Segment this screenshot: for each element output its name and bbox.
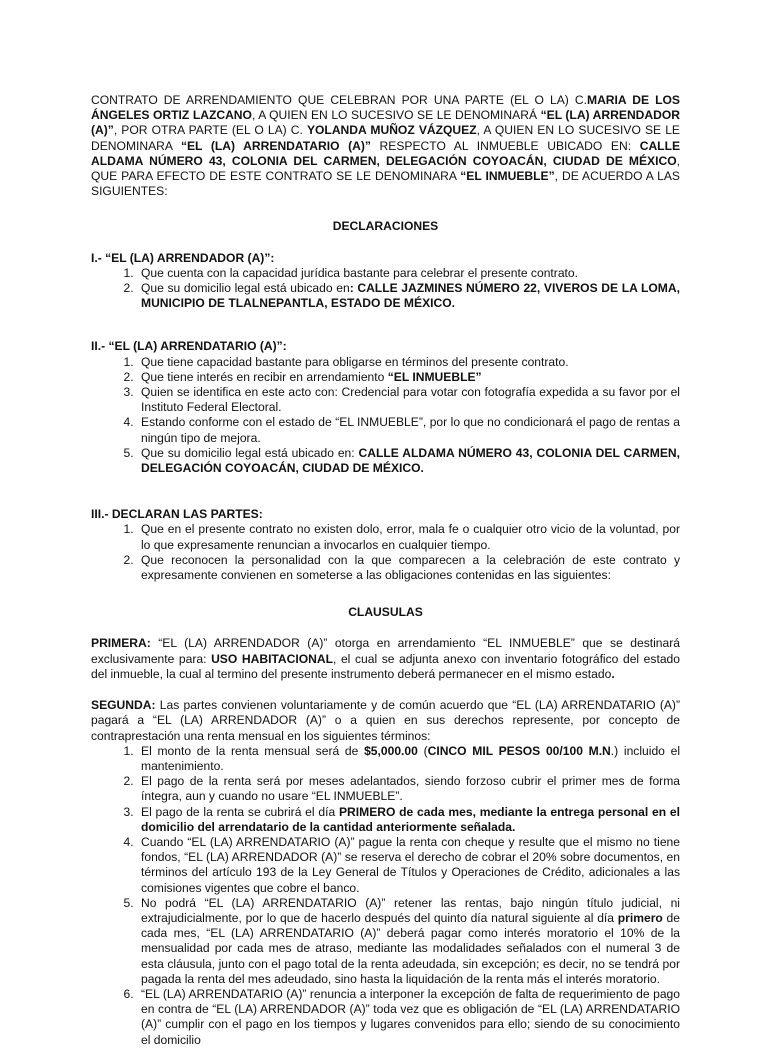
- landlord-term: “EL (LA) ARRENDADOR (A)”: [91, 108, 681, 138]
- list-item: 2. El pago de la renta será por meses adelantados, siendo forzoso cubrir el primer mes de forma íntegra, aun y cuando no usare “EL INMUEBLE”.: [137, 774, 680, 804]
- property-term: “EL INMUEBLE”: [460, 169, 555, 184]
- list-item: 6. “EL (LA) ARRENDATARIO (A)” renuncia a interponer la excepción de falta de requerimiento de pago en contra de “EL (LA) ARRENDADOR (A)” toda vez que es obligación de “EL (LA) ARRENDATARIO (A)” cumplir con el pago en los tiempos y lugares convenidos para ello; siendo de su conocimiento el domicilio: [137, 987, 680, 1048]
- clausulas-heading: CLAUSULAS: [348, 605, 423, 620]
- list-item: 5. No podrá “EL (LA) ARRENDATARIO (A)” retener las rentas, bajo ningún título judicial, ni extrajudicialmente, por lo que de hacerlo después del quinto día natural siguiente al día primero de cada mes, “EL (LA) ARRENDATARIO (A)” deberá pagar como interés moratorio el 10% de la mensualidad por cada mes de atraso, mediante las modalidades señalados con el numeral 3 de esta cláusula, junto con el pago total de la renta adeudada, sin excepción; es decir, no se tendrá por pagada la renta del mes adeudado, sino hasta la liquidación de la renta más el interés moratorio.: [137, 896, 680, 987]
- section-2-title: II.- “EL (LA) ARRENDATARIO (A)”:: [91, 339, 287, 354]
- list-item: 5. Que su domicilio legal está ubicado en: CALLE ALDAMA NÚMERO 43, COLONIA DEL CARMEN, DELEGACIÓN COYOACÁN, CIUDAD DE MÉXICO.: [137, 446, 680, 476]
- list-item: 2. Que reconocen la personalidad con la que comparecen a la celebración de este contrato y expresamente convienen en someterse a las obligaciones contenidas en las siguientes:: [137, 553, 680, 583]
- list-item: 3. Quien se identifica en este acto con: Credencial para votar con fotografía expedida a su favor por el Instituto Federal Electoral.: [137, 385, 680, 415]
- clausula-segunda: SEGUNDA: Las partes convienen voluntariamente y de común acuerdo que “EL (LA) ARRENDATARIO (A)” pagará a “EL (LA) ARRENDADOR (A)” o a quien en sus derechos represente, por concepto de contraprestación una renta mensual en los siguientes términos:: [91, 698, 680, 743]
- clausula-segunda-list: [91, 744, 680, 1048]
- intro-paragraph: CONTRATO DE ARRENDAMIENTO QUE CELEBRAN POR UNA PARTE (EL O LA) C.MARIA DE LOS ÁNGELES ORTIZ LAZCANO, A QUIEN EN LO SUCESIVO SE LE DENOMINARÁ “EL (LA) ARRENDADOR (A)”, POR OTRA PARTE (EL O LA) C. YOLANDA MUÑOZ VÁZQUEZ, A QUIEN EN LO SUCESIVO SE LE DENOMINARA “EL (LA) ARRENDATARIO (A)” RESPECTO AL INMUEBLE UBICADO EN: CALLE ALDAMA NÚMERO 43, COLONIA DEL CARMEN, DELEGACIÓN COYOACÁN, CIUDAD DE MÉXICO, QUE PARA EFECTO DE ESTE CONTRATO SE LE DENOMINARA “EL INMUEBLE”, DE ACUERDO A LAS SIGUIENTES:: [91, 93, 681, 199]
- property-address: CALLE ALDAMA NÚMERO 43, COLONIA DEL CARMEN, DELEGACIÓN COYOACÁN, CIUDAD DE MÉXICO: [91, 138, 681, 168]
- list-item: 2. Que su domicilio legal está ubicado en: CALLE JAZMINES NÚMERO 22, VIVEROS DE LA LOMA, MUNICIPIO DE TLALNEPANTLA, ESTADO DE MÉXICO.: [137, 281, 680, 311]
- section-3-title: III.- DECLARAN LAS PARTES:: [91, 507, 263, 522]
- list-item: 1. Que en el presente contrato no existen dolo, error, mala fe o cualquier otro vicio de la voluntad, por lo que expresamente renuncian a invocarlos en cualquier tiempo.: [137, 522, 680, 552]
- declaraciones-heading: DECLARACIONES: [332, 219, 439, 234]
- section-1-list: [91, 266, 680, 312]
- clausula-primera: PRIMERA: “EL (LA) ARRENDADOR (A)” otorga en arrendamiento “EL INMUEBLE” que se destinará exclusivamente para: USO HABITACIONAL, el cual se adjunta anexo con inventario fotográfico del estado del inmueble, la cual al termino del presente instrumento deberá permanecer en el mismo estado.: [91, 636, 680, 681]
- section-1-title: I.- “EL (LA) ARRENDADOR (A)”:: [91, 250, 275, 265]
- tenant-name: YOLANDA MUÑOZ VÁZQUEZ: [306, 123, 477, 138]
- list-item: 1. Que cuenta con la capacidad jurídica bastante para celebrar el presente contrato.: [137, 266, 680, 281]
- section-3-list: [91, 522, 680, 583]
- list-item: 1. Que tiene capacidad bastante para obligarse en términos del presente contrato.: [137, 355, 680, 370]
- tenant-term: “EL (LA) ARRENDATARIO (A)”: [180, 138, 371, 153]
- list-item: 4. Cuando “EL (LA) ARRENDATARIO (A)” pague la renta con cheque y resulte que el mismo no tiene fondos, “EL (LA) ARRENDADOR (A)” se reserva el derecho de cobrar el 20% sobre documentos, en términos del artículo 193 de la Ley General de Títulos y Operaciones de Crédito, adicionales a las comisiones vigentes que cobre el banco.: [137, 835, 680, 896]
- list-item: 3. El pago de la renta se cubrirá el día PRIMERO de cada mes, mediante la entrega personal en el domicilio del arrendatario de la cantidad anteriormente señalada.: [137, 805, 680, 835]
- list-item: 2. Que tiene interés en recibir en arrendamiento “EL INMUEBLE”: [137, 370, 680, 385]
- list-item: 4. Estando conforme con el estado de “EL INMUEBLE”, por lo que no condicionará el pago de rentas a ningún tipo de mejora.: [137, 415, 680, 445]
- list-item: 1. El monto de la renta mensual será de $5,000.00 (CINCO MIL PESOS 00/100 M.N.) incluido el mantenimiento.: [137, 744, 680, 774]
- section-2-list: [91, 355, 680, 477]
- landlord-name: MARIA DE LOS ÁNGELES ORTIZ LAZCANO: [91, 93, 680, 123]
